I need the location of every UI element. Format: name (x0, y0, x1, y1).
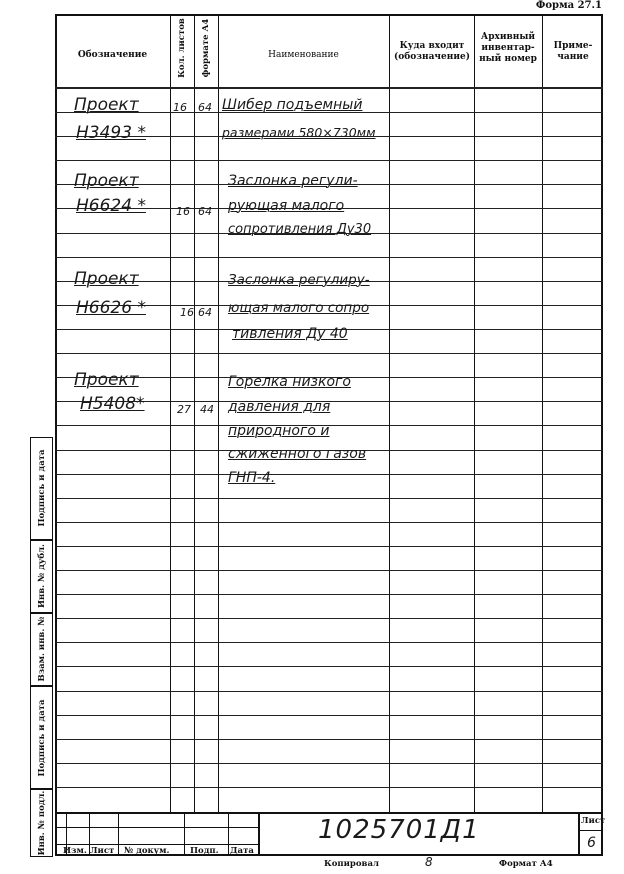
header-designation: Обозначение (77, 50, 148, 60)
row4-name-1: Горелка низкого (228, 374, 351, 390)
row-line (55, 498, 603, 499)
side-label-inv-dubl: Инв. № дубл. (37, 544, 47, 609)
col-line-1 (170, 14, 171, 814)
footer-copied-sign: 8 (425, 855, 433, 869)
col-line-6 (542, 14, 543, 814)
row-line (55, 666, 603, 667)
row3-name-1: Заслонка регулиру- (228, 272, 370, 288)
col-line-3 (218, 14, 219, 814)
row-line (55, 739, 603, 740)
row1-designation: Проект (74, 95, 139, 115)
footer-copied: Копировал (324, 859, 379, 869)
row4-sheets: 27 (177, 403, 191, 416)
row1-designation-code: Н3493 * (76, 123, 146, 143)
row-line (55, 642, 603, 643)
row3-designation-code: Н6626 * (76, 298, 146, 318)
side-label-vzam: Взам. инв. № (37, 616, 47, 682)
stamp-data: Дата (230, 846, 254, 856)
side-label-sign-date-2: Подпись и дата (37, 699, 47, 777)
row4-name-5: ГНП-4. (228, 470, 276, 486)
row-line (55, 787, 603, 788)
row-line (55, 353, 603, 354)
row2-name-3: сопротивления Ду30 (228, 222, 372, 237)
stamp-vline-d (184, 812, 185, 856)
form-label: Форма 27.1 (535, 0, 602, 11)
row-line (55, 570, 603, 571)
header-sheet-count: Кол. листов (177, 18, 187, 78)
row-line (55, 474, 603, 475)
header-where-used: Куда входит (обозначение) (394, 41, 470, 62)
row4-name-4: сжиженного газов (228, 446, 367, 462)
row2-designation-code: Н6624 * (76, 196, 146, 216)
side-label-inv-podl: Инв. № подл. (37, 790, 47, 856)
stamp-sheet-divider (578, 830, 603, 831)
stamp-vline-f (258, 812, 260, 856)
row-line (55, 546, 603, 547)
stamp-top-line (55, 812, 603, 814)
stamp-vline-e (228, 812, 229, 856)
row2-name-1: Заслонка регули- (228, 173, 358, 189)
stamp-vline-c (118, 812, 119, 856)
row3-designation: Проект (74, 269, 139, 289)
row3-name-3: тивления Ду 40 (232, 326, 348, 342)
row3-sheets: 16 (180, 306, 194, 319)
row4-designation-code: Н5408* (80, 394, 145, 414)
row-line (55, 715, 603, 716)
row-line (55, 160, 603, 161)
row2-sheets: 16 (176, 205, 190, 218)
header-format-a4: формате А4 (201, 18, 211, 78)
stamp-list: Лист (90, 846, 115, 856)
row-line (55, 257, 603, 258)
row4-a4: 44 (200, 403, 214, 416)
row1-name-1: Шибер подъемный (222, 97, 363, 113)
stamp-vline-g (578, 812, 580, 856)
side-label-sign-date-1: Подпись и дата (37, 449, 47, 527)
row2-designation: Проект (74, 171, 139, 191)
row-line (55, 763, 603, 764)
stamp-sheet-label: Лист (581, 816, 606, 826)
col-line-5 (474, 14, 475, 814)
row2-name-2: рующая малого (228, 198, 345, 214)
stamp-sheet-number: 6 (587, 835, 596, 851)
row4-name-3: природного и (228, 423, 330, 439)
col-line-4 (389, 14, 390, 814)
stamp-doc-no: № докум. (124, 846, 170, 856)
col-line-2 (194, 14, 195, 814)
row3-name-2: ющая малого сопро (228, 300, 370, 316)
row1-a4: 64 (198, 101, 212, 114)
header-archive: Архивный инвентар-ный номер (479, 32, 537, 64)
row4-designation: Проект (74, 370, 139, 390)
stamp-podp: Подп. (190, 846, 219, 856)
row1-name-2: размерами 580×730мм (222, 125, 376, 140)
row4-name-2: давления для (228, 399, 331, 415)
stamp-doc-code: 1025701Д1 (318, 815, 480, 845)
row-line (55, 618, 603, 619)
stamp-izm: Изм. (63, 846, 87, 856)
header-divider (55, 87, 603, 89)
row-line (55, 594, 603, 595)
header-note: Приме-чание (553, 41, 593, 62)
row2-a4: 64 (198, 205, 212, 218)
row-line (55, 691, 603, 692)
row3-a4: 64 (198, 306, 212, 319)
row1-sheets: 16 (173, 101, 187, 114)
row-line (55, 522, 603, 523)
header-name: Наименование (268, 50, 339, 60)
footer-format: Формат А4 (499, 859, 553, 869)
